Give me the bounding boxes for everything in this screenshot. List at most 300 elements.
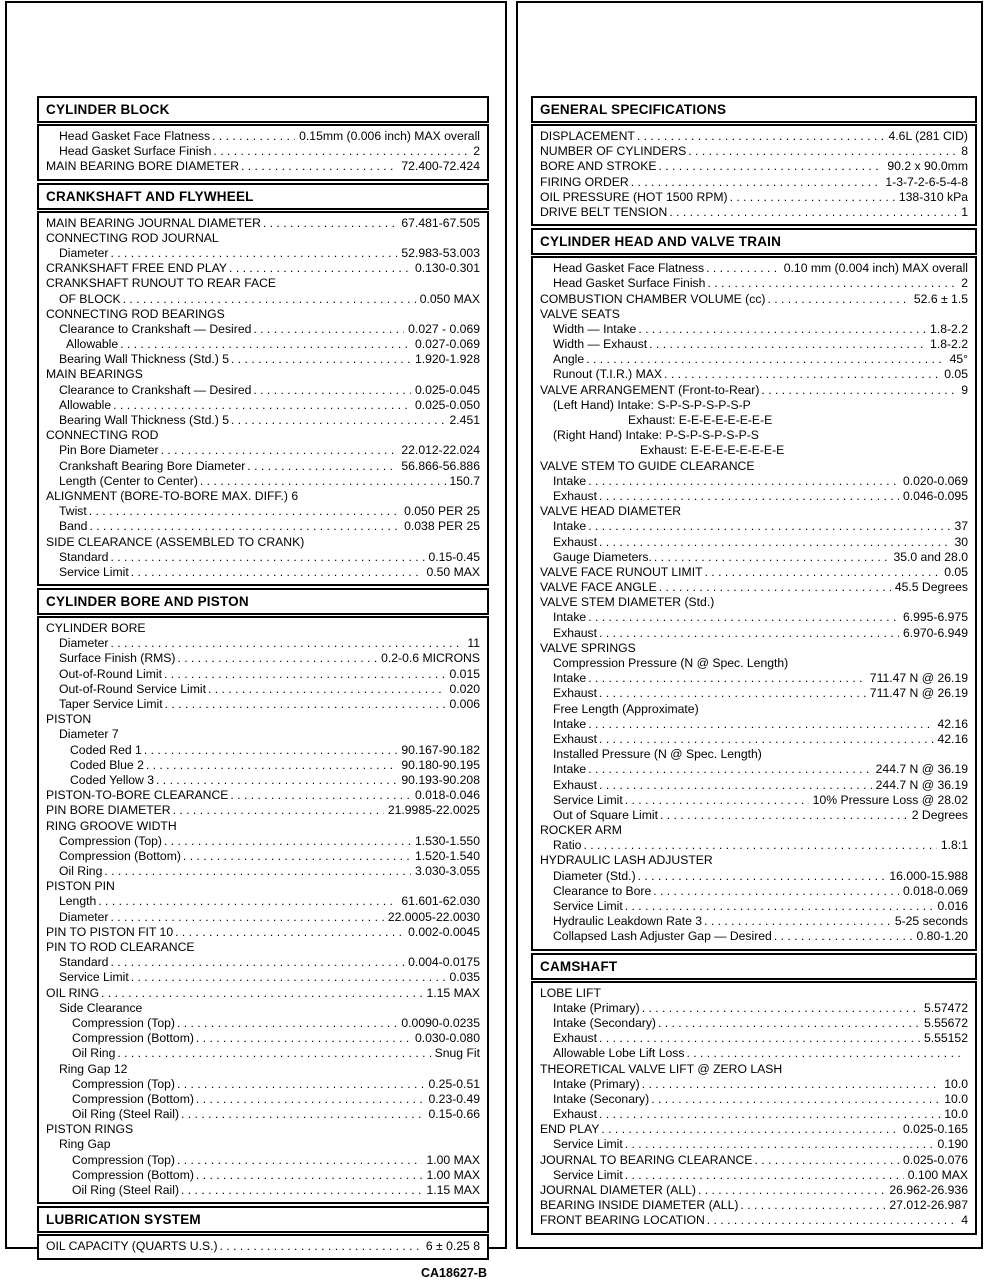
dot-leader bbox=[177, 1077, 425, 1092]
spec-label: PIN TO PISTON FIT 10 bbox=[46, 924, 174, 939]
spec-row bbox=[540, 732, 968, 747]
spec-value: 1.15 MAX bbox=[426, 1183, 480, 1197]
spec-value: 5.55672 bbox=[923, 1015, 968, 1030]
spec-row bbox=[540, 1001, 968, 1016]
spec-row bbox=[540, 580, 968, 595]
spec-section bbox=[531, 228, 977, 950]
spec-row bbox=[46, 504, 480, 519]
spec-value: 9 bbox=[961, 382, 968, 397]
spec-row bbox=[46, 246, 480, 261]
spec-label: Standard bbox=[59, 549, 109, 564]
section-header: CYLINDER HEAD AND VALVE TRAIN bbox=[531, 228, 977, 255]
spec-row bbox=[46, 1046, 480, 1061]
spec-section bbox=[37, 588, 489, 1204]
spec-label: VALVE FACE ANGLE bbox=[540, 580, 657, 595]
dot-leader bbox=[599, 489, 899, 504]
dot-leader bbox=[146, 758, 398, 773]
spec-label: VALVE ARRANGEMENT (Front-to-Rear) bbox=[540, 382, 760, 397]
spec-label: Twist bbox=[59, 504, 87, 519]
spec-value: 0.002-0.0045 bbox=[408, 924, 480, 939]
spec-row bbox=[540, 504, 968, 519]
spec-value: Snug Fit bbox=[434, 1046, 480, 1061]
spec-value: 21.9985-22.0025 bbox=[387, 803, 480, 818]
spec-label: Exhaust: E-E-E-E-E-E-E-E bbox=[628, 413, 773, 427]
spec-row bbox=[540, 1031, 968, 1046]
spec-value: 37 bbox=[954, 519, 968, 534]
spec-row bbox=[46, 159, 480, 174]
spec-label: VALVE STEM DIAMETER (Std.) bbox=[540, 595, 715, 610]
spec-label: Intake bbox=[553, 519, 587, 534]
spec-row bbox=[46, 621, 480, 636]
spec-value: 0.020-0.069 bbox=[902, 473, 968, 488]
spec-row bbox=[46, 894, 480, 909]
spec-row bbox=[46, 144, 480, 159]
spec-value: 244.7 N @ 36.19 bbox=[875, 762, 968, 777]
spec-label: Compression (Bottom) bbox=[72, 1031, 194, 1046]
spec-value: 0.025-0.050 bbox=[414, 397, 480, 412]
spec-row bbox=[540, 914, 968, 929]
spec-value: 26.962-26.936 bbox=[889, 1183, 968, 1197]
dot-leader bbox=[686, 1046, 964, 1061]
spec-label: Diameter 7 bbox=[59, 727, 119, 742]
dot-leader bbox=[230, 788, 411, 803]
spec-row bbox=[46, 849, 480, 864]
spec-row bbox=[540, 610, 968, 625]
spec-row bbox=[540, 762, 968, 777]
spec-row bbox=[46, 1062, 480, 1077]
spec-row bbox=[46, 383, 480, 398]
spec-label: Out of Square Limit bbox=[553, 807, 658, 822]
spec-value: 5.57472 bbox=[923, 1000, 968, 1015]
spec-label: Service Limit bbox=[553, 899, 623, 913]
spec-row bbox=[540, 671, 968, 686]
dot-leader bbox=[599, 535, 950, 550]
dot-leader bbox=[183, 849, 411, 864]
spec-label: Intake bbox=[553, 716, 587, 731]
dot-leader bbox=[253, 383, 411, 398]
spec-row bbox=[46, 535, 480, 550]
dot-leader bbox=[164, 834, 411, 849]
spec-row bbox=[540, 702, 968, 717]
spec-row bbox=[46, 261, 480, 276]
spec-value: 0.23-0.49 bbox=[428, 1091, 480, 1106]
dot-leader bbox=[113, 398, 411, 413]
dot-leader bbox=[110, 910, 383, 925]
spec-value: 1.00 MAX bbox=[426, 1167, 480, 1182]
spec-label: Intake bbox=[553, 671, 587, 686]
spec-value: 1 bbox=[961, 204, 968, 219]
spec-row bbox=[540, 595, 968, 610]
spec-label: Clearance to Bore bbox=[553, 883, 652, 898]
dot-leader bbox=[181, 1183, 422, 1198]
spec-value: 0.025-0.045 bbox=[414, 382, 480, 397]
spec-row bbox=[46, 413, 480, 428]
spec-label: (Left Hand) Intake: S-P-S-P-S-P-S-P bbox=[553, 397, 751, 412]
spec-row bbox=[46, 474, 480, 489]
spec-label: Ring Gap 12 bbox=[59, 1061, 128, 1076]
spec-row bbox=[46, 712, 480, 727]
spec-row bbox=[540, 1107, 968, 1122]
dot-leader bbox=[659, 580, 891, 595]
spec-value: 0.15mm (0.006 inch) MAX overall bbox=[299, 129, 480, 143]
dot-leader bbox=[649, 337, 926, 352]
dot-leader bbox=[705, 565, 941, 580]
spec-label: Exhaust bbox=[553, 1031, 598, 1046]
spec-label: Ratio bbox=[553, 838, 582, 853]
spec-value: 244.7 N @ 36.19 bbox=[875, 777, 968, 792]
spec-value: 52.6 ± 1.5 bbox=[913, 291, 968, 306]
dot-leader bbox=[241, 159, 397, 174]
dot-leader bbox=[196, 1168, 423, 1183]
spec-value: 0.020 bbox=[449, 681, 480, 696]
spec-row bbox=[540, 1062, 968, 1077]
spec-row bbox=[46, 565, 480, 580]
spec-row bbox=[46, 398, 480, 413]
spec-row bbox=[540, 1077, 968, 1092]
spec-label: Head Gasket Surface Finish bbox=[59, 144, 212, 159]
spec-value: 72.400-72.424 bbox=[401, 159, 480, 174]
spec-value: 0.027 - 0.069 bbox=[408, 321, 480, 336]
spec-row bbox=[46, 970, 480, 985]
spec-value: 2.451 bbox=[449, 413, 480, 427]
spec-label: COMBUSTION CHAMBER VOLUME (cc) bbox=[540, 291, 766, 306]
spec-value: 0.10 mm (0.004 inch) MAX overall bbox=[783, 261, 968, 276]
dot-leader bbox=[599, 732, 933, 747]
dot-leader bbox=[253, 322, 404, 337]
dot-leader bbox=[707, 276, 957, 291]
dot-leader bbox=[586, 352, 945, 367]
spec-row bbox=[46, 489, 480, 504]
spec-value: 5-25 seconds bbox=[894, 914, 968, 929]
spec-value: 90.180-90.195 bbox=[401, 757, 480, 772]
spec-row bbox=[540, 175, 968, 190]
spec-label: Intake (Seconary) bbox=[553, 1091, 650, 1106]
spec-row bbox=[46, 292, 480, 307]
spec-row bbox=[540, 322, 968, 337]
spec-label: DISPLACEMENT bbox=[540, 129, 635, 143]
spec-value: 1.8:1 bbox=[940, 838, 968, 853]
right-manual-page bbox=[516, 1, 983, 1249]
spec-label: PIN TO ROD CLEARANCE bbox=[46, 940, 195, 954]
spec-label: Allowable bbox=[59, 397, 112, 412]
spec-label: Allowable Lobe Lift Loss bbox=[553, 1046, 685, 1061]
dot-leader bbox=[638, 322, 926, 337]
spec-row bbox=[46, 1077, 480, 1092]
spec-value: 10% Pressure Loss @ 28.02 bbox=[812, 792, 968, 807]
spec-value: 0.050 MAX bbox=[419, 291, 480, 306]
section-body bbox=[37, 616, 489, 1204]
spec-row bbox=[540, 884, 968, 899]
spec-row bbox=[46, 697, 480, 712]
spec-row bbox=[46, 129, 480, 144]
spec-row bbox=[46, 550, 480, 565]
left-spec-column bbox=[37, 96, 489, 1280]
spec-label: Diameter bbox=[59, 245, 109, 260]
spec-label: JOURNAL TO BEARING CLEARANCE bbox=[540, 1152, 753, 1167]
spec-row bbox=[46, 1168, 480, 1183]
spec-row bbox=[46, 773, 480, 788]
spec-row bbox=[46, 864, 480, 879]
dot-leader bbox=[637, 129, 885, 144]
spec-section bbox=[37, 183, 489, 587]
spec-label: PISTON RINGS bbox=[46, 1122, 134, 1137]
spec-row bbox=[46, 443, 480, 458]
dot-leader bbox=[625, 899, 934, 914]
dot-leader bbox=[181, 1107, 424, 1122]
spec-row bbox=[46, 337, 480, 352]
dot-leader bbox=[588, 610, 899, 625]
spec-row bbox=[540, 337, 968, 352]
section-body bbox=[531, 981, 977, 1235]
dot-leader bbox=[588, 671, 866, 686]
dot-leader bbox=[599, 1031, 920, 1046]
spec-row bbox=[540, 686, 968, 701]
spec-label: Service Limit bbox=[59, 970, 129, 985]
spec-label: Exhaust bbox=[553, 777, 598, 792]
spec-value: 90.167-90.182 bbox=[401, 742, 480, 757]
spec-label: VALVE HEAD DIAMETER bbox=[540, 504, 682, 519]
spec-value: 8 bbox=[961, 144, 968, 159]
spec-label: Surface Finish (RMS) bbox=[59, 651, 176, 666]
dot-leader bbox=[625, 793, 809, 808]
spec-value: 6.995-6.975 bbox=[902, 610, 968, 625]
spec-label: Side Clearance bbox=[59, 1000, 143, 1015]
spec-label: ALIGNMENT (BORE-TO-BORE MAX. DIFF.) 6 bbox=[46, 488, 299, 503]
dot-leader bbox=[156, 773, 397, 788]
section-body bbox=[37, 1234, 489, 1260]
spec-section bbox=[37, 1206, 489, 1260]
spec-value: 138-310 kPa bbox=[898, 189, 968, 204]
spec-row bbox=[46, 1153, 480, 1168]
spec-label: Service Limit bbox=[553, 1167, 623, 1182]
spec-label: MAIN BEARING BORE DIAMETER bbox=[46, 159, 239, 174]
spec-label: OF BLOCK bbox=[59, 291, 121, 306]
dot-leader bbox=[642, 1001, 920, 1016]
spec-label: PISTON bbox=[46, 712, 92, 727]
spec-row bbox=[46, 819, 480, 834]
spec-label: Exhaust: E-E-E-E-E-E-E-E bbox=[640, 443, 785, 458]
spec-label: Length (Center to Center) bbox=[59, 473, 198, 488]
spec-row bbox=[540, 838, 968, 853]
spec-label: Installed Pressure (N @ Spec. Length) bbox=[553, 747, 762, 762]
spec-value: 2 Degrees bbox=[911, 807, 968, 822]
spec-label: Coded Yellow 3 bbox=[70, 772, 155, 787]
spec-value: 22.012-22.024 bbox=[401, 443, 480, 458]
section-header: LUBRICATION SYSTEM bbox=[37, 1206, 489, 1233]
dot-leader bbox=[698, 1183, 885, 1198]
spec-row bbox=[540, 1016, 968, 1031]
spec-row bbox=[540, 443, 968, 458]
dot-leader bbox=[123, 292, 416, 307]
spec-row bbox=[540, 428, 968, 443]
spec-label: VALVE STEM TO GUIDE CLEARANCE bbox=[540, 458, 755, 473]
dot-leader bbox=[110, 955, 404, 970]
spec-row bbox=[46, 352, 480, 367]
spec-value: 16.000-15.988 bbox=[889, 868, 968, 883]
spec-label: BORE AND STROKE bbox=[540, 159, 657, 174]
spec-row bbox=[540, 205, 968, 220]
dot-leader bbox=[651, 1092, 940, 1107]
spec-label: Gauge Diameters. bbox=[553, 549, 652, 564]
spec-row bbox=[540, 1168, 968, 1183]
dot-leader bbox=[599, 626, 899, 641]
spec-row bbox=[46, 986, 480, 1001]
spec-row bbox=[46, 322, 480, 337]
spec-label: CRANKSHAFT FREE END PLAY bbox=[46, 261, 228, 276]
spec-section bbox=[531, 96, 977, 226]
spec-row bbox=[46, 743, 480, 758]
spec-value: 10.0 bbox=[944, 1107, 968, 1122]
section-body bbox=[531, 256, 977, 950]
spec-row bbox=[540, 459, 968, 474]
spec-label: Exhaust bbox=[553, 488, 598, 503]
spec-value: 61.601-62.030 bbox=[401, 894, 480, 909]
spec-value: 27.012-26.987 bbox=[889, 1198, 968, 1213]
dot-leader bbox=[654, 550, 890, 565]
dot-leader bbox=[660, 808, 908, 823]
spec-label: FRONT BEARING LOCATION bbox=[540, 1213, 705, 1228]
spec-row bbox=[46, 925, 480, 940]
spec-row bbox=[46, 682, 480, 697]
dot-leader bbox=[131, 565, 423, 580]
spec-label: Compression (Bottom) bbox=[59, 848, 181, 863]
spec-value: 1.520-1.540 bbox=[414, 848, 480, 863]
spec-label: Service Limit bbox=[59, 564, 129, 579]
spec-label: Angle bbox=[553, 352, 585, 367]
spec-label: Pin Bore Diameter bbox=[59, 443, 159, 458]
dot-leader bbox=[177, 1016, 397, 1031]
spec-value: 711.47 N @ 26.19 bbox=[869, 671, 968, 686]
spec-label: Oil Ring (Steel Rail) bbox=[72, 1107, 180, 1122]
dot-leader bbox=[144, 743, 398, 758]
spec-label: Diameter (Std.) bbox=[553, 868, 636, 883]
spec-row bbox=[46, 940, 480, 955]
spec-row bbox=[540, 853, 968, 868]
spec-label: Intake (Secondary) bbox=[553, 1015, 656, 1030]
spec-label: CONNECTING ROD JOURNAL bbox=[46, 230, 219, 245]
dot-leader bbox=[196, 1031, 411, 1046]
spec-label: Exhaust bbox=[553, 686, 598, 701]
spec-value: 0.027-0.069 bbox=[414, 337, 480, 352]
spec-value: 0.015 bbox=[449, 666, 480, 681]
spec-label: CONNECTING ROD BEARINGS bbox=[46, 306, 225, 321]
dot-leader bbox=[177, 651, 377, 666]
spec-label: PIN BORE DIAMETER bbox=[46, 803, 171, 818]
dot-leader bbox=[688, 144, 957, 159]
spec-value: 10.0 bbox=[944, 1076, 968, 1091]
spec-row bbox=[46, 910, 480, 925]
spec-value: 1.8-2.2 bbox=[930, 337, 968, 352]
spec-value: 56.866-56.886 bbox=[401, 458, 480, 473]
spec-row bbox=[540, 641, 968, 656]
dot-leader bbox=[774, 929, 913, 944]
spec-label: Oil Ring (Steel Rail) bbox=[72, 1183, 180, 1197]
spec-label: CYLINDER BORE bbox=[46, 621, 146, 636]
spec-row bbox=[46, 667, 480, 682]
dot-leader bbox=[707, 1213, 957, 1228]
spec-value: 0.50 MAX bbox=[426, 564, 480, 579]
spec-row bbox=[540, 899, 968, 914]
spec-value: 35.0 and 28.0 bbox=[893, 549, 968, 564]
spec-value: 0.004-0.0175 bbox=[408, 955, 480, 970]
spec-label: Length bbox=[59, 894, 97, 909]
dot-leader bbox=[200, 474, 446, 489]
dot-leader bbox=[208, 682, 446, 697]
spec-label: Head Gasket Surface Finish bbox=[553, 276, 706, 291]
spec-value: 711.47 N @ 26.19 bbox=[869, 686, 968, 701]
dot-leader bbox=[761, 383, 957, 398]
spec-label: MAIN BEARINGS bbox=[46, 367, 143, 382]
spec-value: 1-3-7-2-6-5-4-8 bbox=[885, 174, 968, 189]
spec-value: 1.920-1.928 bbox=[414, 352, 480, 367]
spec-label: Service Limit bbox=[553, 1137, 623, 1152]
dot-leader bbox=[631, 175, 882, 190]
spec-row bbox=[46, 216, 480, 231]
spec-row bbox=[540, 261, 968, 276]
spec-label: DRIVE BELT TENSION bbox=[540, 204, 668, 219]
dot-leader bbox=[601, 1122, 899, 1137]
spec-row bbox=[46, 307, 480, 322]
dot-leader bbox=[164, 667, 446, 682]
dot-leader bbox=[599, 1107, 940, 1122]
spec-row bbox=[46, 955, 480, 970]
dot-leader bbox=[110, 550, 424, 565]
spec-label: Out-of-Round Service Limit bbox=[59, 681, 206, 696]
spec-label: Bearing Wall Thickness (Std.) 5 bbox=[59, 413, 230, 427]
spec-row bbox=[540, 1183, 968, 1198]
dot-leader bbox=[658, 1016, 920, 1031]
spec-value: 5.55152 bbox=[923, 1031, 968, 1046]
spec-label: VALVE SEATS bbox=[540, 306, 620, 321]
right-spec-column bbox=[531, 96, 977, 1235]
spec-row bbox=[540, 986, 968, 1001]
spec-label: VALVE SPRINGS bbox=[540, 640, 636, 655]
spec-row bbox=[540, 626, 968, 641]
spec-label: Free Length (Approximate) bbox=[553, 701, 699, 716]
spec-row bbox=[46, 727, 480, 742]
spec-row bbox=[540, 159, 968, 174]
spec-value: 4 bbox=[961, 1213, 968, 1228]
dot-leader bbox=[588, 519, 950, 534]
dot-leader bbox=[658, 159, 883, 174]
dot-leader bbox=[599, 686, 866, 701]
spec-value: 0.25-0.51 bbox=[428, 1076, 480, 1091]
spec-label: Compression (Top) bbox=[72, 1076, 175, 1091]
spec-value: 150.7 bbox=[449, 473, 480, 488]
spec-label: Compression (Bottom) bbox=[72, 1091, 194, 1106]
dot-leader bbox=[229, 261, 411, 276]
spec-row bbox=[540, 190, 968, 205]
spec-row bbox=[46, 1239, 480, 1254]
spec-label: HYDRAULIC LASH ADJUSTER bbox=[540, 853, 713, 868]
section-header: GENERAL SPECIFICATIONS bbox=[531, 96, 977, 123]
dot-leader bbox=[196, 1092, 425, 1107]
dot-leader bbox=[754, 1153, 899, 1168]
spec-label: Head Gasket Face Flatness bbox=[553, 261, 705, 276]
spec-label: Width — Exhaust bbox=[553, 337, 648, 352]
spec-label: NUMBER OF CYLINDERS bbox=[540, 144, 687, 159]
spec-value: 0.050 PER 25 bbox=[404, 504, 480, 519]
spec-row bbox=[540, 276, 968, 291]
spec-label: Runout (T.I.R.) MAX bbox=[553, 367, 663, 382]
dot-leader bbox=[653, 884, 899, 899]
spec-row bbox=[540, 1122, 968, 1137]
spec-label: Intake bbox=[553, 473, 587, 488]
spec-label: Intake bbox=[553, 610, 587, 625]
spec-row bbox=[540, 413, 968, 428]
spec-label: Ring Gap bbox=[59, 1137, 111, 1152]
spec-row bbox=[46, 651, 480, 666]
